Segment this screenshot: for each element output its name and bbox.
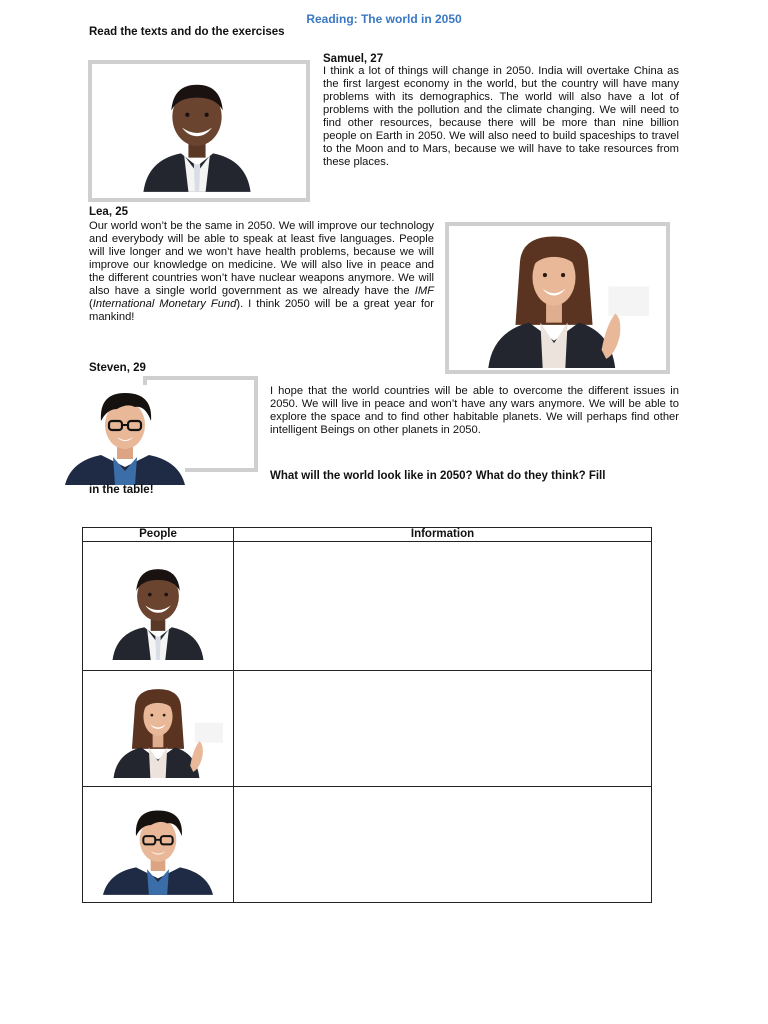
steven-photo	[65, 385, 185, 485]
table-row	[83, 787, 652, 903]
table-question-line2: in the table!	[89, 484, 154, 496]
page-title: Reading: The world in 2050	[306, 12, 462, 26]
header-information: Information	[234, 528, 652, 542]
lea-photo	[449, 226, 666, 370]
samuel-name: Samuel, 27	[323, 53, 384, 65]
steven-name: Steven, 29	[89, 362, 146, 374]
people-info-table	[82, 527, 652, 903]
lea-text	[89, 220, 434, 324]
instructions: Read the texts and do the exercises	[89, 26, 285, 38]
lea-photo-frame	[445, 222, 670, 374]
lea-name: Lea, 25	[89, 206, 128, 218]
lea-open-paren: (	[89, 298, 93, 310]
samuel-information-cell[interactable]	[234, 542, 652, 671]
lea-information-cell[interactable]	[234, 671, 652, 787]
table-row	[83, 542, 652, 671]
lea-text-part1: Our world won’t be the same in 2050. We will improve our technology and everybody will be able to speak at least five languages. People will live longer and we won’t have health problems, because we will improve our knowledge on medicine. We will also live in peace and the different countries won’t have nuclear weapons anymore. We will also have a single world government as we already have the	[89, 220, 434, 297]
steven-text: I hope that the world countries will be able to overcome the different issues in 2050. We will live in peace and won’t have any wars anymore. We will be able to explore the space and to find other habitable planets. We will perhaps find other intelligent Beings on other planets in 2050.	[270, 385, 679, 436]
lea-table-photo	[83, 671, 234, 787]
table-header-row	[83, 528, 652, 542]
header-people: People	[83, 528, 234, 542]
samuel-photo-frame	[88, 60, 310, 202]
steven-table-photo	[83, 787, 234, 903]
samuel-text: I think a lot of things will change in 2050. India will overtake China as the first largest economy in the world, but the country will have many problems with its demographics. The world will also have a lot of problems with the pollution and the climate changing. We will need to find other resources, because there will be more than nine billion people on Earth in 2050. We will also need to build spaceships to travel to the Moon and to Mars, because we will have to take resources from these places.	[323, 65, 679, 168]
lea-text-part2: ). I think 2050 will be a great year for mankind!	[89, 298, 434, 323]
table-question-line1: What will the world look like in 2050? What do they think? Fill	[270, 470, 606, 482]
samuel-table-photo	[83, 542, 234, 671]
samuel-photo	[92, 64, 306, 198]
table-row	[83, 671, 652, 787]
lea-imf-full: International Monetary Fund	[92, 298, 237, 310]
lea-imf: IMF	[414, 285, 434, 297]
steven-information-cell[interactable]	[234, 787, 652, 903]
